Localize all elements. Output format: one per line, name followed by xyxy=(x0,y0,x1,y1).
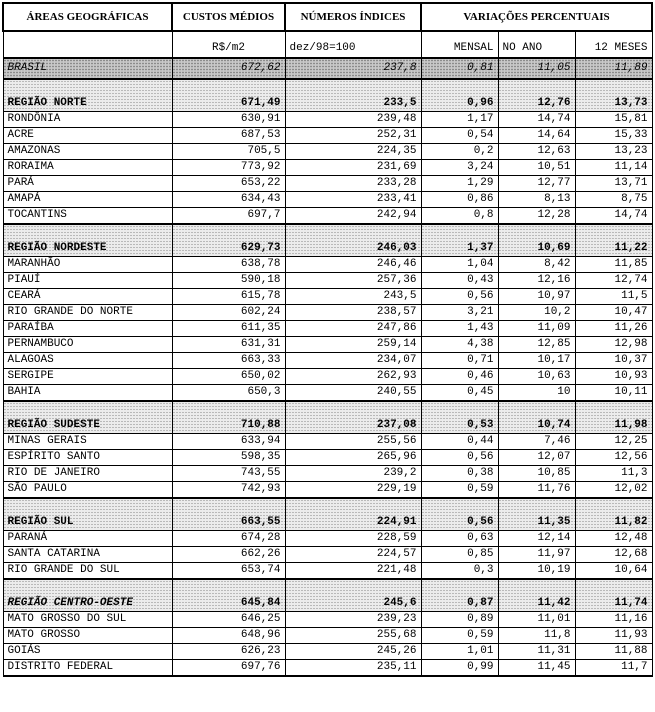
mensal-cell: 0,85 xyxy=(421,547,498,563)
area-name-cell: TOCANTINS xyxy=(3,208,172,225)
mensal-cell: 0,71 xyxy=(421,353,498,369)
custo-cell: 672,62 xyxy=(172,58,285,79)
ano-cell: 11,05 xyxy=(498,58,575,79)
mensal-cell: 3,21 xyxy=(421,305,498,321)
mensal-cell: 0,43 xyxy=(421,273,498,289)
ano-cell: 11,31 xyxy=(498,644,575,660)
area-name-cell: RORAIMA xyxy=(3,160,172,176)
meses12-cell: 13,71 xyxy=(575,176,652,192)
meses12-cell: 12,48 xyxy=(575,531,652,547)
state-row xyxy=(3,289,652,305)
mensal-cell: 0,54 xyxy=(421,128,498,144)
ano-cell: 11,97 xyxy=(498,547,575,563)
ano-cell: 12,16 xyxy=(498,273,575,289)
indice-cell: 243,5 xyxy=(285,289,421,305)
meses12-cell: 12,02 xyxy=(575,482,652,499)
ano-cell: 12,76 xyxy=(498,79,575,112)
state-row xyxy=(3,660,652,677)
state-row xyxy=(3,547,652,563)
indice-cell: 233,28 xyxy=(285,176,421,192)
meses12-cell: 11,93 xyxy=(575,628,652,644)
meses12-cell: 13,73 xyxy=(575,79,652,112)
mensal-cell: 1,37 xyxy=(421,224,498,257)
meses12-cell: 10,64 xyxy=(575,563,652,580)
state-row xyxy=(3,273,652,289)
indice-cell: 224,91 xyxy=(285,498,421,531)
state-row xyxy=(3,337,652,353)
indice-cell: 224,35 xyxy=(285,144,421,160)
meses12-cell: 15,33 xyxy=(575,128,652,144)
custo-cell: 697,76 xyxy=(172,660,285,677)
area-name-cell: MATO GROSSO DO SUL xyxy=(3,612,172,628)
meses12-cell: 11,82 xyxy=(575,498,652,531)
mensal-cell: 0,89 xyxy=(421,612,498,628)
ano-cell: 7,46 xyxy=(498,434,575,450)
ano-cell: 10,69 xyxy=(498,224,575,257)
ano-cell: 10,2 xyxy=(498,305,575,321)
custo-cell: 650,02 xyxy=(172,369,285,385)
custo-cell: 697,7 xyxy=(172,208,285,225)
indice-cell: 235,11 xyxy=(285,660,421,677)
state-row xyxy=(3,112,652,128)
area-name-cell: ACRE xyxy=(3,128,172,144)
mensal-cell: 0,45 xyxy=(421,385,498,402)
sub-header-12-meses: 12 MESES xyxy=(575,31,652,58)
area-name-cell: SANTA CATARINA xyxy=(3,547,172,563)
meses12-cell: 10,93 xyxy=(575,369,652,385)
mensal-cell: 4,38 xyxy=(421,337,498,353)
ano-cell: 12,85 xyxy=(498,337,575,353)
indice-cell: 240,55 xyxy=(285,385,421,402)
mensal-cell: 0,56 xyxy=(421,289,498,305)
state-row xyxy=(3,434,652,450)
ano-cell: 11,8 xyxy=(498,628,575,644)
meses12-cell: 11,22 xyxy=(575,224,652,257)
custo-cell: 611,35 xyxy=(172,321,285,337)
ano-cell: 10,63 xyxy=(498,369,575,385)
custo-cell: 598,35 xyxy=(172,450,285,466)
indice-cell: 246,03 xyxy=(285,224,421,257)
custo-cell: 648,96 xyxy=(172,628,285,644)
ano-cell: 10 xyxy=(498,385,575,402)
ano-cell: 14,74 xyxy=(498,112,575,128)
construction-cost-table xyxy=(2,2,653,677)
mensal-cell: 0,56 xyxy=(421,450,498,466)
custo-cell: 630,91 xyxy=(172,112,285,128)
area-name-cell: PARAÍBA xyxy=(3,321,172,337)
meses12-cell: 11,26 xyxy=(575,321,652,337)
indice-cell: 233,5 xyxy=(285,79,421,112)
mensal-cell: 1,01 xyxy=(421,644,498,660)
indice-cell: 233,41 xyxy=(285,192,421,208)
indice-cell: 237,8 xyxy=(285,58,421,79)
ano-cell: 11,76 xyxy=(498,482,575,499)
state-row xyxy=(3,369,652,385)
area-name-cell: ESPÍRITO SANTO xyxy=(3,450,172,466)
custo-cell: 653,74 xyxy=(172,563,285,580)
custo-cell: 629,73 xyxy=(172,224,285,257)
mensal-cell: 0,99 xyxy=(421,660,498,677)
state-row xyxy=(3,208,652,225)
indice-cell: 247,86 xyxy=(285,321,421,337)
meses12-cell: 12,56 xyxy=(575,450,652,466)
mensal-cell: 0,59 xyxy=(421,628,498,644)
ano-cell: 12,63 xyxy=(498,144,575,160)
ano-cell: 10,19 xyxy=(498,563,575,580)
indice-cell: 237,08 xyxy=(285,401,421,434)
mensal-cell: 1,43 xyxy=(421,321,498,337)
mensal-cell: 0,38 xyxy=(421,466,498,482)
area-name-cell: REGIÃO NORTE xyxy=(3,79,172,112)
mensal-cell: 1,17 xyxy=(421,112,498,128)
ano-cell: 8,42 xyxy=(498,257,575,273)
mensal-cell: 3,24 xyxy=(421,160,498,176)
state-row xyxy=(3,192,652,208)
custo-cell: 646,25 xyxy=(172,612,285,628)
unit-custos: R$/m2 xyxy=(172,31,285,58)
mensal-cell: 0,56 xyxy=(421,498,498,531)
indice-cell: 246,46 xyxy=(285,257,421,273)
custo-cell: 590,18 xyxy=(172,273,285,289)
subheader-row xyxy=(3,31,652,58)
mensal-cell: 0,44 xyxy=(421,434,498,450)
meses12-cell: 11,98 xyxy=(575,401,652,434)
indice-cell: 231,69 xyxy=(285,160,421,176)
area-name-cell: SERGIPE xyxy=(3,369,172,385)
ano-cell: 11,45 xyxy=(498,660,575,677)
mensal-cell: 0,53 xyxy=(421,401,498,434)
indice-cell: 238,57 xyxy=(285,305,421,321)
custo-cell: 653,22 xyxy=(172,176,285,192)
state-row xyxy=(3,353,652,369)
indice-cell: 239,2 xyxy=(285,466,421,482)
state-row xyxy=(3,628,652,644)
custo-cell: 742,93 xyxy=(172,482,285,499)
area-name-cell: RIO GRANDE DO SUL xyxy=(3,563,172,580)
meses12-cell: 14,74 xyxy=(575,208,652,225)
meses12-cell: 10,37 xyxy=(575,353,652,369)
state-row xyxy=(3,644,652,660)
region-row xyxy=(3,498,652,531)
sub-header-ano: NO ANO xyxy=(498,31,575,58)
brasil-row xyxy=(3,58,652,79)
state-row xyxy=(3,531,652,547)
custo-cell: 631,31 xyxy=(172,337,285,353)
ano-cell: 10,51 xyxy=(498,160,575,176)
indice-cell: 224,57 xyxy=(285,547,421,563)
ano-cell: 11,35 xyxy=(498,498,575,531)
custo-cell: 663,33 xyxy=(172,353,285,369)
meses12-cell: 11,74 xyxy=(575,579,652,612)
area-name-cell: PARANÁ xyxy=(3,531,172,547)
meses12-cell: 12,98 xyxy=(575,337,652,353)
area-name-cell: RIO GRANDE DO NORTE xyxy=(3,305,172,321)
custo-cell: 710,88 xyxy=(172,401,285,434)
custo-cell: 645,84 xyxy=(172,579,285,612)
meses12-cell: 8,75 xyxy=(575,192,652,208)
header-row xyxy=(3,3,652,31)
mensal-cell: 0,46 xyxy=(421,369,498,385)
custo-cell: 602,24 xyxy=(172,305,285,321)
indice-cell: 262,93 xyxy=(285,369,421,385)
area-name-cell: RIO DE JANEIRO xyxy=(3,466,172,482)
state-row xyxy=(3,160,652,176)
custo-cell: 743,55 xyxy=(172,466,285,482)
indice-cell: 245,6 xyxy=(285,579,421,612)
meses12-cell: 15,81 xyxy=(575,112,652,128)
area-name-cell: BAHIA xyxy=(3,385,172,402)
area-name-cell: SÃO PAULO xyxy=(3,482,172,499)
custo-cell: 633,94 xyxy=(172,434,285,450)
custo-cell: 626,23 xyxy=(172,644,285,660)
area-name-cell: MARANHÃO xyxy=(3,257,172,273)
ano-cell: 10,85 xyxy=(498,466,575,482)
state-row xyxy=(3,466,652,482)
indice-cell: 229,19 xyxy=(285,482,421,499)
meses12-cell: 12,25 xyxy=(575,434,652,450)
meses12-cell: 11,89 xyxy=(575,58,652,79)
state-row xyxy=(3,144,652,160)
col-header-custos: CUSTOS MÉDIOS xyxy=(172,3,285,31)
area-name-cell: REGIÃO SUL xyxy=(3,498,172,531)
ano-cell: 12,28 xyxy=(498,208,575,225)
ano-cell: 11,42 xyxy=(498,579,575,612)
area-name-cell: MINAS GERAIS xyxy=(3,434,172,450)
indice-cell: 255,56 xyxy=(285,434,421,450)
custo-cell: 650,3 xyxy=(172,385,285,402)
sub-header-mensal: MENSAL xyxy=(421,31,498,58)
ano-cell: 11,09 xyxy=(498,321,575,337)
area-name-cell: MATO GROSSO xyxy=(3,628,172,644)
area-name-cell: CEARÁ xyxy=(3,289,172,305)
ano-cell: 11,01 xyxy=(498,612,575,628)
custo-cell: 705,5 xyxy=(172,144,285,160)
mensal-cell: 1,04 xyxy=(421,257,498,273)
region-row xyxy=(3,401,652,434)
custo-cell: 663,55 xyxy=(172,498,285,531)
area-name-cell: BRASIL xyxy=(3,58,172,79)
mensal-cell: 0,86 xyxy=(421,192,498,208)
ano-cell: 14,64 xyxy=(498,128,575,144)
indice-cell: 257,36 xyxy=(285,273,421,289)
indice-cell: 245,26 xyxy=(285,644,421,660)
state-row xyxy=(3,385,652,402)
mensal-cell: 0,59 xyxy=(421,482,498,499)
indice-cell: 239,48 xyxy=(285,112,421,128)
indice-cell: 234,07 xyxy=(285,353,421,369)
area-name-cell: PERNAMBUCO xyxy=(3,337,172,353)
meses12-cell: 11,85 xyxy=(575,257,652,273)
state-row xyxy=(3,257,652,273)
ano-cell: 10,17 xyxy=(498,353,575,369)
mensal-cell: 1,29 xyxy=(421,176,498,192)
indice-cell: 259,14 xyxy=(285,337,421,353)
area-name-cell: RONDÔNIA xyxy=(3,112,172,128)
meses12-cell: 11,3 xyxy=(575,466,652,482)
mensal-cell: 0,81 xyxy=(421,58,498,79)
state-row xyxy=(3,450,652,466)
area-name-cell: REGIÃO NORDESTE xyxy=(3,224,172,257)
mensal-cell: 0,87 xyxy=(421,579,498,612)
area-name-cell: DISTRITO FEDERAL xyxy=(3,660,172,677)
mensal-cell: 0,96 xyxy=(421,79,498,112)
ano-cell: 12,77 xyxy=(498,176,575,192)
meses12-cell: 11,5 xyxy=(575,289,652,305)
state-row xyxy=(3,563,652,580)
state-row xyxy=(3,482,652,499)
area-name-cell: ALAGOAS xyxy=(3,353,172,369)
area-name-cell: GOIÁS xyxy=(3,644,172,660)
region-row xyxy=(3,224,652,257)
area-name-cell: PARÁ xyxy=(3,176,172,192)
state-row xyxy=(3,176,652,192)
mensal-cell: 0,8 xyxy=(421,208,498,225)
indice-cell: 228,59 xyxy=(285,531,421,547)
indice-cell: 255,68 xyxy=(285,628,421,644)
area-name-cell: REGIÃO SUDESTE xyxy=(3,401,172,434)
custo-cell: 634,43 xyxy=(172,192,285,208)
indice-cell: 239,23 xyxy=(285,612,421,628)
custo-cell: 773,92 xyxy=(172,160,285,176)
indice-cell: 221,48 xyxy=(285,563,421,580)
meses12-cell: 11,16 xyxy=(575,612,652,628)
table-body xyxy=(3,58,652,676)
meses12-cell: 11,88 xyxy=(575,644,652,660)
subheader-area-blank xyxy=(3,31,172,58)
custo-cell: 687,53 xyxy=(172,128,285,144)
mensal-cell: 0,63 xyxy=(421,531,498,547)
state-row xyxy=(3,321,652,337)
meses12-cell: 12,74 xyxy=(575,273,652,289)
col-header-indices: NÚMEROS ÍNDICES xyxy=(285,3,421,31)
meses12-cell: 10,47 xyxy=(575,305,652,321)
area-name-cell: REGIÃO CENTRO-OESTE xyxy=(3,579,172,612)
area-name-cell: AMAZONAS xyxy=(3,144,172,160)
region-row xyxy=(3,579,652,612)
mensal-cell: 0,3 xyxy=(421,563,498,580)
custo-cell: 674,28 xyxy=(172,531,285,547)
ano-cell: 8,13 xyxy=(498,192,575,208)
ano-cell: 12,14 xyxy=(498,531,575,547)
custo-cell: 615,78 xyxy=(172,289,285,305)
indice-cell: 265,96 xyxy=(285,450,421,466)
mensal-cell: 0,2 xyxy=(421,144,498,160)
state-row xyxy=(3,612,652,628)
ano-cell: 12,07 xyxy=(498,450,575,466)
meses12-cell: 11,7 xyxy=(575,660,652,677)
col-header-variacoes: VARIAÇÕES PERCENTUAIS xyxy=(421,3,652,31)
area-name-cell: PIAUÍ xyxy=(3,273,172,289)
state-row xyxy=(3,128,652,144)
meses12-cell: 11,14 xyxy=(575,160,652,176)
ano-cell: 10,97 xyxy=(498,289,575,305)
ano-cell: 10,74 xyxy=(498,401,575,434)
col-header-area: ÁREAS GEOGRÁFICAS xyxy=(3,3,172,31)
meses12-cell: 13,23 xyxy=(575,144,652,160)
meses12-cell: 12,68 xyxy=(575,547,652,563)
custo-cell: 638,78 xyxy=(172,257,285,273)
meses12-cell: 10,11 xyxy=(575,385,652,402)
state-row xyxy=(3,305,652,321)
indice-cell: 242,94 xyxy=(285,208,421,225)
unit-indices: dez/98=100 xyxy=(285,31,421,58)
custo-cell: 662,26 xyxy=(172,547,285,563)
area-name-cell: AMAPÁ xyxy=(3,192,172,208)
region-row xyxy=(3,79,652,112)
indice-cell: 252,31 xyxy=(285,128,421,144)
custo-cell: 671,49 xyxy=(172,79,285,112)
